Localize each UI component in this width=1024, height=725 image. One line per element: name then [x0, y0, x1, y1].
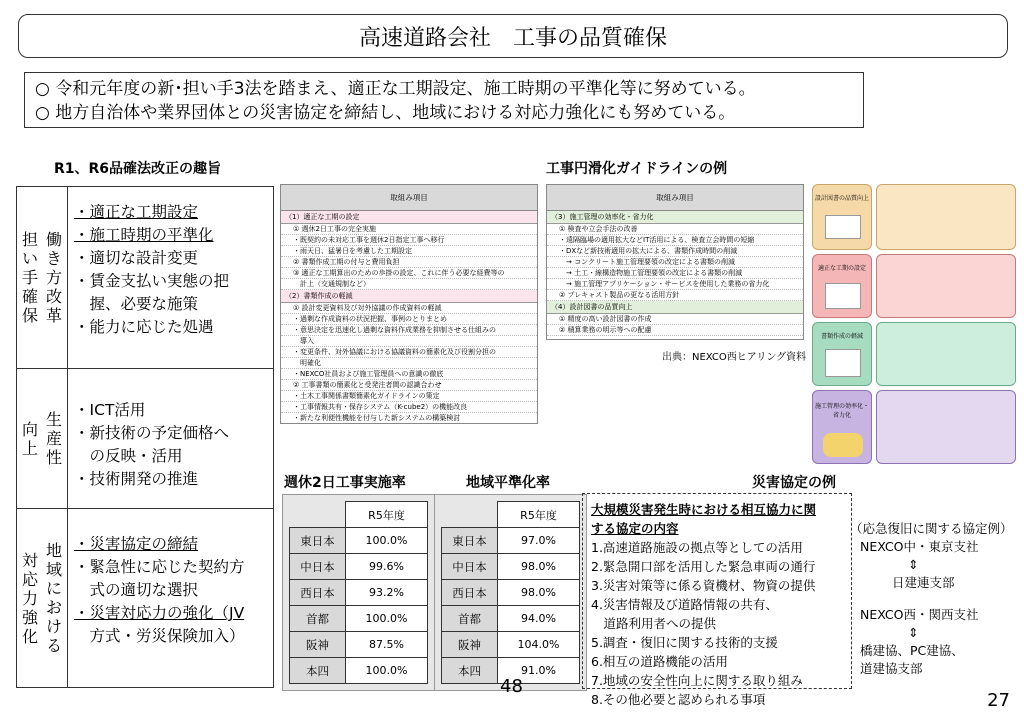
purpose-table [16, 186, 274, 688]
guideline-doc-1: 取組み項目 （1）適正な工期の設定 ① 週休2日工事の完全実施 ・既契約の未対応工事を週休2日指定工事へ移行 ・雨天日、猛暑日を考慮した工期設定 ② 書類作成工期の付与と費用負担 ③ 適正な工期算出のための歩掛の設定、これに伴う必要な経費等の 計上（交通規制など） （2）書類作成の軽減 ① 設計変更資料及び対外協議の作成資料の軽減 ・過剰な作成資料の状況把握、事例のとりまとめ ・意思決定を迅速化し過剰な資料作成業務を抑制させる仕組みの 導入 ・変更条件、対外協議における協議資料の簡素化及び役割分担の 明確化 ・NEXCO社員および施工管理員への意識の徹底 ② 工事書類の簡素化と受発注者間の認識合わせ ・土木工事関係書類簡素化ガイドラインの策定 ・工事情報共有・保存システム（K-cube2）の機能改良 ・新たな利便性機能を付与した新システムの構築検討 [280, 184, 538, 424]
disaster-title: 災害協定の例 [752, 475, 836, 491]
weekly-table [282, 494, 435, 691]
list-item: 7.地域の安全性向上に関する取り組み [591, 673, 803, 688]
summary-line-1: ○ 令和元年度の新･担い手3法を踏まえ、適正な工期設定、施工時期の平準化等に努めている。 [35, 79, 756, 99]
disaster-heading: 大規模災害発生時における相互協力に関 [591, 502, 817, 517]
doc2-section-title: （3）施工管理の効率化・省力化 [547, 211, 803, 224]
doc1-section-title: （1）適正な工期の設定 [281, 211, 537, 224]
agreement-example: （応急復旧に関する協定例） NEXCO中・東京支社 ⇕ 日建連支部 NEXCO西・関西支社 ⇕ 橋建協、PC建協、 道建協支部 [850, 520, 1020, 678]
row-response [17, 509, 273, 687]
guideline-doc-2: 取組み項目 （3）施工管理の効率化・省力化 ① 検査や立会手法の改善 ・遠隔臨場の適用拡大などIT活用による、検査立会時間の短縮 ・DXなど新技術適用の拡大による、書類作成時間の削減 → コンクリート施工管理要領の改定による書類の削減 → 土工・線構造物施工管理要領の改定による書類の削減 → 施工管理アプリケーション・サービスを使用した業務の省力化 ② プレキャスト製品の更なる活用方針 （4）設計図書の品質向上 ① 精度の高い設計図書の作成 ② 積算業務の明示等への配慮 [546, 184, 804, 340]
summary-box [24, 72, 864, 128]
row-items: ・適正な工期設定 ・施工時期の平準化 ・適切な設計変更 ・賃金支払い実態の把 握、必要な施策 ・能力に応じた処遇 [67, 187, 273, 368]
list-item: 道路利用者への提供 [591, 616, 717, 631]
table-row: 東日本 100.0% [290, 528, 428, 554]
example-title: （応急復旧に関する協定例） [850, 521, 1013, 536]
weekly-title: 週休2日工事実施率 [284, 475, 406, 491]
up-down-arrow-icon: ⇕ [908, 625, 919, 640]
flow-chip-2: 適正な工期の設定 [812, 254, 872, 318]
doc1-header: 取組み項目 [281, 185, 537, 211]
row-items: ・ICT活用 ・新技術の予定価格へ の反映・活用 ・技術開発の推進 [67, 369, 273, 508]
summary-line-2: ○ 地方自治体や業界団体との災害協定を締結し、地域における対応力強化にも努めている。 [35, 103, 736, 123]
list-item: 1.高速道路施設の拠点等としての活用 [591, 540, 803, 555]
list-item: 5.調査・復旧に関する技術的支援 [591, 635, 778, 650]
left-section-title: R1、R6品確法改正の趣旨 [54, 161, 222, 177]
row-items: ・災害協定の締結 ・緊急性に応じた契約方 式の適切な選択 ・災害対応力の強化（JV 方式・労災保険加入） [67, 509, 273, 687]
table-row: 本四 91.0% [442, 658, 580, 684]
table-row: 西日本 93.2% [290, 580, 428, 606]
flow-chip-1: 設計図書の品質向上 [812, 184, 872, 250]
row-category: 向 上 [21, 419, 38, 458]
table-row: 首都 94.0% [442, 606, 580, 632]
guideline-title: 工事円滑化ガイドラインの例 [546, 161, 728, 177]
list-item: 2.緊急開口部を活用した緊急車両の通行 [591, 559, 816, 574]
page-mid-number: 48 [500, 676, 523, 697]
row-productivity [17, 369, 273, 509]
flow-chip-3: 書類作成の軽減 [812, 322, 872, 386]
book-icon [825, 215, 861, 239]
page-number: 27 [987, 690, 1010, 711]
level-title: 地域平準化率 [466, 475, 550, 491]
level-table [434, 494, 587, 691]
list-item: 6.相互の道路機能の活用 [591, 654, 728, 669]
flow-diagram [812, 184, 1016, 466]
table-row: 東日本 97.0% [442, 528, 580, 554]
table-row: 本四 100.0% [290, 658, 428, 684]
calendar-icon [825, 283, 861, 309]
table-row: 西日本 98.0% [442, 580, 580, 606]
table-row: 中日本 98.0% [442, 554, 580, 580]
doc1-section-title: （2）書類作成の軽減 [281, 290, 537, 303]
row-subcategory: 生 産 性 [45, 410, 62, 467]
level-year-header: R5年度 [498, 502, 580, 528]
doc2-section-title: （4）設計図書の品質向上 [547, 301, 803, 314]
up-down-arrow-icon: ⇕ [908, 557, 919, 572]
workers-icon [823, 433, 863, 457]
table-row: 阪神 104.0% [442, 632, 580, 658]
row-workforce [17, 187, 273, 369]
disaster-box [582, 493, 852, 707]
weekly-year-header: R5年度 [346, 502, 428, 528]
documents-icon [825, 349, 861, 377]
row-subcategory: 働 き 方 改 革 [45, 230, 62, 325]
table-row: 阪神 87.5% [290, 632, 428, 658]
table-row: 中日本 99.6% [290, 554, 428, 580]
list-item: 4.災害情報及び道路情報の共有、 [591, 597, 778, 612]
disaster-heading: する協定の内容 [591, 521, 679, 536]
flow-chip-4: 施工管理の効率化・省力化 [812, 390, 872, 464]
row-category: 対 応 力 強 化 [21, 550, 38, 646]
row-category: 担 い 手 確 保 [21, 230, 38, 325]
row-subcategory: 地 域 に お け る [45, 541, 62, 655]
source-note: 出典：NEXCO西ヒアリング資料 [662, 352, 807, 363]
doc2-header: 取組み項目 [547, 185, 803, 211]
list-item: 3.災害対策等に係る資機材、物資の提供 [591, 578, 816, 593]
list-item: 8.その他必要と認められる事項 [591, 692, 766, 707]
table-row: 首都 100.0% [290, 606, 428, 632]
page-title: 高速道路会社 工事の品質確保 [18, 14, 1008, 58]
